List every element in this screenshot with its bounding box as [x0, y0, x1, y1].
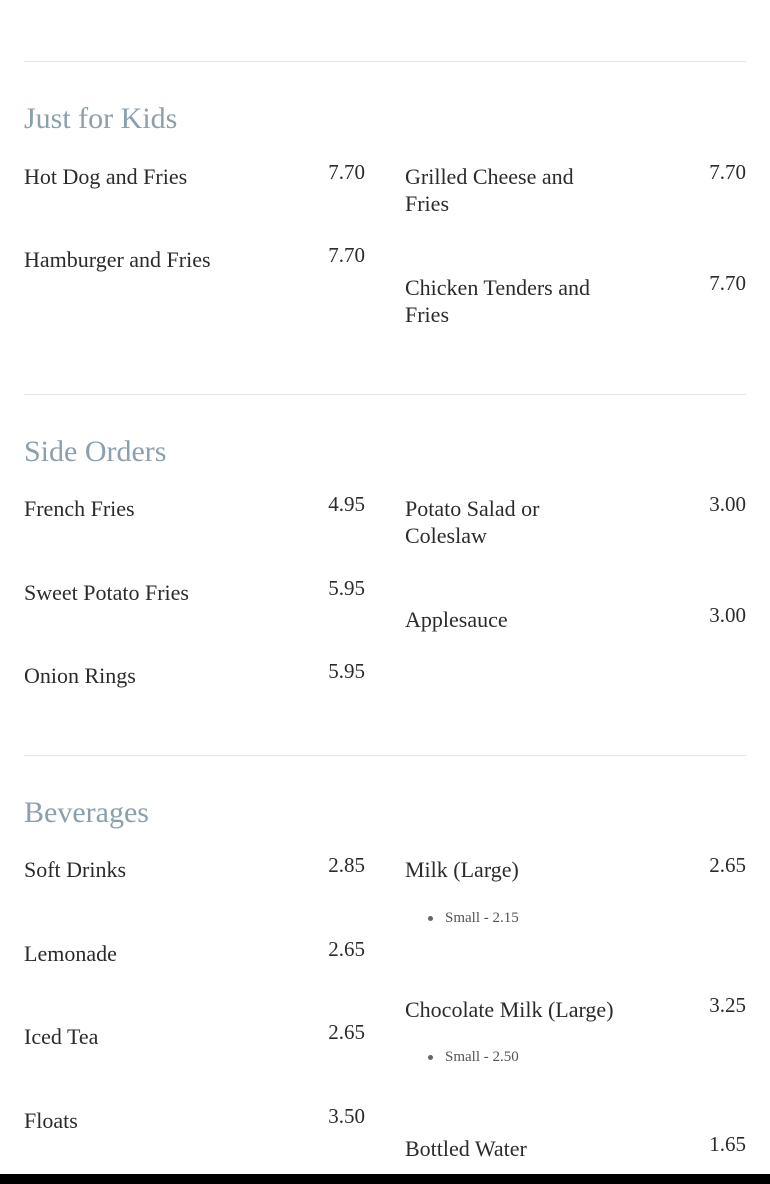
item-price: 7.70 [709, 271, 746, 295]
item-price: 1.65 [709, 1132, 746, 1156]
section-title-sides: Side Orders [24, 435, 167, 468]
menu-item [405, 271, 746, 328]
item-price: 3.50 [328, 1104, 365, 1128]
menu-item [405, 492, 746, 549]
item-name: Soft Drinks [24, 857, 127, 882]
item-name: Bottled Water [405, 1136, 527, 1161]
item-price: 7.70 [709, 160, 746, 184]
item-name: Grilled Cheese and Fries [405, 164, 574, 216]
item-name: French Fries [24, 496, 135, 521]
item-price: 7.70 [328, 160, 365, 184]
item-price: 3.00 [709, 603, 746, 627]
item-price: 2.65 [328, 937, 365, 961]
item-name: Milk (Large) [405, 857, 519, 882]
menu-item [24, 853, 365, 883]
divider [24, 61, 746, 62]
size-option [428, 1049, 519, 1066]
bullet-icon [428, 1055, 433, 1060]
size-option-label: Small - 2.50 [445, 1049, 519, 1065]
item-price: 7.70 [328, 243, 365, 267]
menu-item [405, 603, 746, 633]
menu-item [24, 659, 365, 689]
item-price: 5.95 [328, 659, 365, 683]
section-title-beverages: Beverages [24, 796, 149, 829]
menu-item [405, 1132, 746, 1162]
item-price: 3.25 [709, 993, 746, 1017]
bullet-icon [428, 916, 433, 921]
menu-item [24, 160, 365, 190]
item-name: Applesauce [405, 607, 508, 632]
menu-item [24, 1104, 365, 1134]
item-name: Sweet Potato Fries [24, 580, 189, 605]
item-name: Floats [24, 1108, 78, 1133]
item-price: 2.85 [328, 853, 365, 877]
menu-item [24, 937, 365, 967]
menu-item [405, 993, 746, 1023]
item-price: 2.65 [328, 1020, 365, 1044]
item-name: Onion Rings [24, 663, 136, 688]
menu-item [405, 160, 746, 217]
menu-item [24, 492, 365, 522]
section-title-kids: Just for Kids [24, 102, 178, 135]
size-option-label: Small - 2.15 [445, 910, 519, 926]
item-price: 2.65 [709, 853, 746, 877]
item-name: Chocolate Milk (Large) [405, 997, 614, 1022]
size-option [428, 910, 519, 927]
item-price: 3.00 [709, 492, 746, 516]
item-price: 4.95 [328, 492, 365, 516]
menu-item [24, 243, 365, 273]
item-name: Iced Tea [24, 1024, 99, 1049]
item-name: Hot Dog and Fries [24, 164, 188, 189]
divider [24, 755, 746, 756]
menu-item [405, 853, 746, 883]
divider [24, 394, 746, 395]
item-name: Hamburger and Fries [24, 247, 211, 272]
item-price: 5.95 [328, 576, 365, 600]
menu-item [24, 576, 365, 606]
item-name: Chicken Tenders and Fries [405, 275, 591, 327]
item-name: Potato Salad or Coleslaw [405, 496, 540, 548]
item-name: Lemonade [24, 941, 117, 966]
menu-item [24, 1020, 365, 1050]
bottom-bar [0, 1174, 770, 1184]
